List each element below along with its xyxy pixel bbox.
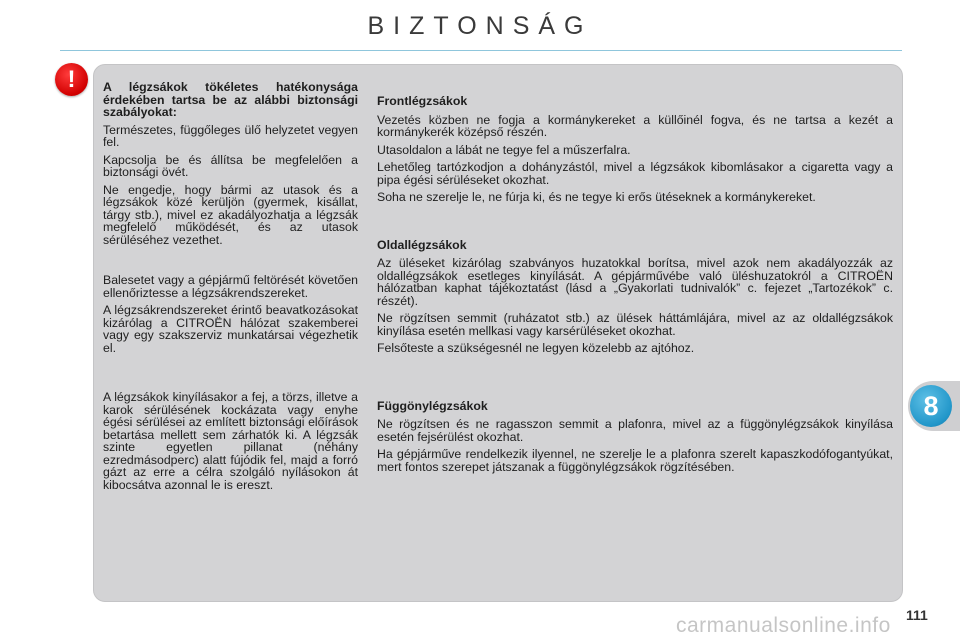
rule-no-obstacles: Ne engedje, hogy bármi az utasok és a légzsákok közé kerüljön (gyermek, kisállat, tárgy stb.), mivel ez akadályozhatja a légzsák megfelelő működését, és az utasok sérüléséhez vezethet. [103,182,358,247]
spacer [103,251,358,274]
front-airbags-text: Vezetés közben ne fogja a kormánykereket a küllőinél fogva, és ne tartsa a kezét a kormánykerék középső részén. [377,112,893,139]
right-column [377,95,893,478]
rule-authorized-service: A légzsákrendszereket érintő beavatkozásokat kizárólag a CITROËN hálózat szakemberei vagy egy szakszerviz munkatársai végezhetik el. [103,303,358,355]
spacer [377,360,893,400]
spacer [103,359,358,391]
front-airbags-text: Lehetőleg tartózkodjon a dohányzástól, mivel a légzsákok kibomlásakor a cigaretta vagy a pipa égési sérüléseket okozhat. [377,160,893,187]
rule-posture: Természetes, függőleges ülő helyzetet vegyen fel. [103,122,358,149]
watermark: carmanualsonline.info [676,614,891,637]
title-divider [60,50,902,51]
side-airbags-heading: Oldallégzsákok [377,237,467,252]
curtain-airbags-text: Ha gépjárműve rendelkezik ilyennel, ne szerelje le a plafonra szerelt kapaszkodófogantyúkat, mert fontos szerepet játszanak a függönylégzsákok rögzítésében. [377,447,893,474]
rule-check-after-accident: Balesetet vagy a gépjármű feltörését követően ellenőriztesse a légzsákrendszereket. [103,273,358,300]
side-airbags-text: Az üléseket kizárólag szabványos huzatokkal borítsa, mivel azok nem akadályozzák az oldallégzsákok esetleges kinyílását. A gépjárművébe való üléshuzatokról a CITROËN hálózatban kaphat tájékoztatást (lásd a „Gyakorlati tudnivalók” c. fejezet „Tartozékok” c. részét). [377,256,893,308]
front-airbags-heading: Frontlégzsákok [377,94,468,108]
spacer [377,209,893,239]
side-airbags-text: Ne rögzítsen semmit (ruházatot stb.) az ülések háttámlájára, mivel az az oldallégzsákok kinyílása esetén mellkasi vagy karsérüléseket okozhat. [377,311,893,338]
safety-rules-lead: A légzsákok tökéletes hatékonysága érdekében tartsa be az alábbi biztonsági szabályokat: [103,80,358,119]
curtain-airbags-heading: Függönylégzsákok [377,398,488,413]
page-title: BIZTONSÁG [367,12,593,40]
warning-icon: ! [55,63,88,96]
side-airbags-text: Felsőteste a szükségesnél ne legyen közelebb az ajtóhoz. [377,341,695,355]
page-number: 111 [906,607,928,623]
front-airbags-text: Soha ne szerelje le, ne fúrja ki, és ne tegye ki erős ütéseknek a kormánykereket. [377,190,816,204]
rule-seatbelt: Kapcsolja be és állítsa be megfelelően a biztonsági övét. [103,152,358,179]
left-column [103,81,358,496]
front-airbags-text: Utasoldalon a lábát ne tegye fel a műszerfalra. [377,142,631,157]
chapter-number-badge: 8 [910,385,952,427]
curtain-airbags-text: Ne rögzítsen és ne ragasszon semmit a plafonra, mivel az a függönylégzsákok kinyílása esetén fejsérülést okozhat. [377,417,893,444]
rule-injury-risk: A légzsákok kinyílásakor a fej, a törzs, illetve a karok sérülésének kockázata vagy enyhe égési sérülései az említett biztonsági előírások betartása mellett sem zárhatók ki. A légzsák szinte egyetlen pillanat (néhány ezredmásodperc) alatt fújódik fel, majd a forró gázt az erre a célra szolgáló nyílásokon át kibocsátva azonnal le is ereszt. [103,390,358,492]
